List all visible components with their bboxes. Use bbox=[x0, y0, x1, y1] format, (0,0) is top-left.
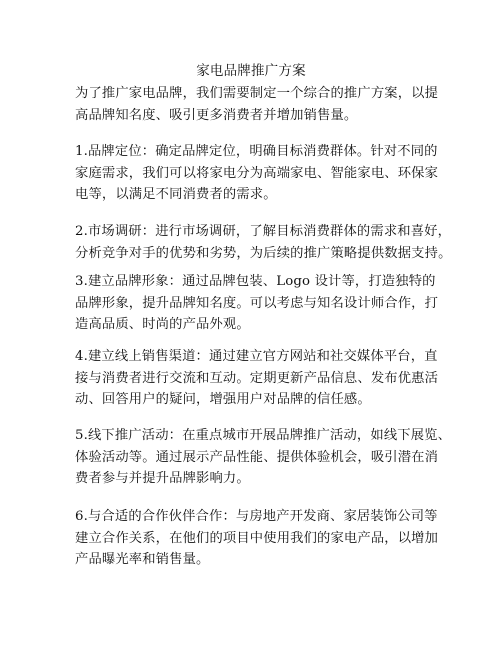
paragraph-line: 6.与合适的合作伙伴合作：与房地产开发商、家居装饰公司等 bbox=[75, 509, 438, 524]
document-title: 家电品牌推广方案 bbox=[196, 63, 306, 79]
paragraph-line: 造高品质、时尚的产品外观。 bbox=[75, 317, 250, 332]
section-online-channels bbox=[75, 346, 445, 411]
paragraph-line: 电等，以满足不同消费者的需求。 bbox=[75, 187, 277, 202]
paragraph-line: 1.品牌定位：确定品牌定位，明确目标消费群体。针对不同的 bbox=[75, 144, 438, 159]
section-brand-image bbox=[75, 271, 445, 336]
intro-paragraph bbox=[75, 83, 445, 126]
paragraph-line: 5.线下推广活动：在重点城市开展品牌推广活动，如线下展览、 bbox=[75, 428, 452, 443]
paragraph-line: 2.市场调研：进行市场调研，了解目标消费群体的需求和喜好， bbox=[75, 224, 452, 239]
paragraph-line: 分析竞争对手的优势和劣势，为后续的推广策略提供数据支持。 bbox=[75, 245, 452, 261]
paragraph-line: 高品牌知名度、吸引更多消费者并增加销售量。 bbox=[75, 107, 358, 123]
paragraph-line: 品牌形象，提升品牌知名度。可以考虑与知名设计师合作，打 bbox=[75, 295, 439, 311]
paragraph-line: 家庭需求，我们可以将家电分为高端家电、智能家电、环保家 bbox=[75, 165, 439, 181]
paragraph-line: 为了推广家电品牌，我们需要制定一个综合的推广方案，以提 bbox=[75, 86, 439, 101]
paragraph-line: 体验活动等。通过展示产品性能、提供体验机会，吸引潜在消 bbox=[75, 449, 439, 465]
paragraph-line: 产品曝光率和销售量。 bbox=[75, 552, 210, 567]
paragraph-line: 建立合作关系，在他们的项目中使用我们的家电产品，以增加 bbox=[75, 530, 439, 546]
paragraph-line: 费者参与并提升品牌影响力。 bbox=[75, 471, 250, 486]
section-market-research bbox=[75, 221, 452, 264]
paragraph-line: 接与消费者进行交流和互动。定期更新产品信息、发布优惠活 bbox=[75, 370, 439, 386]
section-offline-promotion bbox=[75, 425, 452, 490]
paragraph-line: 3.建立品牌形象：通过品牌包装、Logo 设计等，打造独特的 bbox=[75, 274, 436, 289]
paragraph-line: 动、回答用户的疑问，增强用户对品牌的信任感。 bbox=[75, 392, 371, 407]
section-brand-positioning bbox=[75, 141, 445, 206]
section-partnerships bbox=[75, 506, 445, 571]
paragraph-line: 4.建立线上销售渠道：通过建立官方网站和社交媒体平台，直 bbox=[75, 349, 438, 364]
